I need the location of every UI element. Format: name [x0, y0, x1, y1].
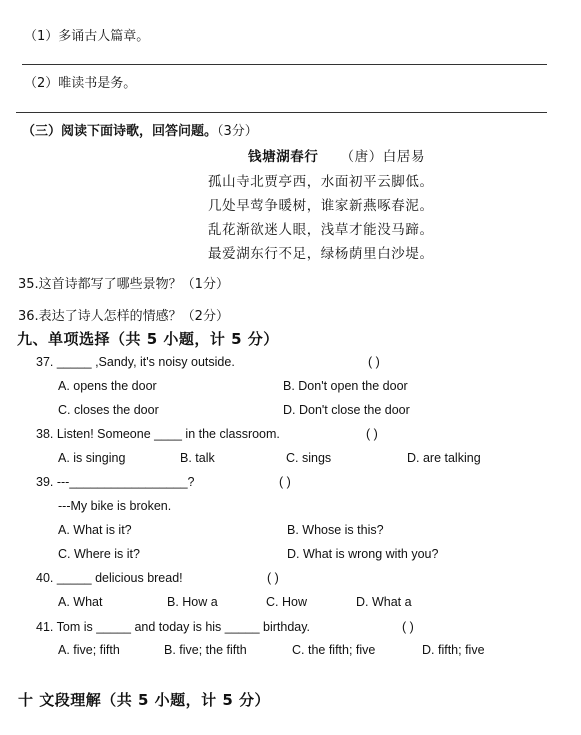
question-39-reply: ---My bike is broken.: [58, 499, 172, 513]
question-38-option-a: A. is singing: [58, 451, 126, 465]
question-40-option-a: A. What: [58, 595, 103, 609]
question-38-stem: 38. Listen! Someone ____ in the classroom.: [36, 427, 280, 441]
question-41-stem: 41. Tom is _____ and today is his _____ birthday.: [36, 620, 311, 634]
section-9-heading: 九、单项选择（共 5 小题，计 5 分）: [17, 330, 279, 348]
question-38-option-c: C. sings: [286, 451, 332, 465]
section-3-score: （3分）: [217, 124, 258, 139]
poem-line-4: 最爱湖东行不足，绿杨荫里白沙堤。: [208, 246, 434, 262]
question-41-option-c: C. the fifth; five: [292, 643, 376, 657]
sub-item-2: （2）唯读书是务。: [24, 76, 137, 91]
section-3-heading: [22, 120, 258, 139]
question-37-option-a: A. opens the door: [58, 379, 157, 393]
poem-heading: [248, 145, 425, 165]
question-39-option-d: D. What is wrong with you?: [287, 547, 439, 561]
question-40-option-b: B. How a: [167, 595, 218, 609]
question-38-option-d: D. are talking: [407, 451, 481, 465]
question-40-option-c: C. How: [266, 595, 307, 609]
question-35: 35.这首诗都写了哪些景物？（1分）: [18, 277, 229, 292]
answer-line-1: [22, 64, 547, 65]
question-38-bracket: ( ): [366, 427, 378, 441]
sub-item-1: （1）多诵古人篇章。: [24, 29, 150, 44]
question-40-stem: 40. _____ delicious bread!: [36, 571, 183, 585]
poem-line-2: 几处早莺争暖树，谁家新燕啄春泥。: [208, 198, 434, 214]
question-39-option-b: B. Whose is this?: [287, 523, 384, 537]
poem-line-3: 乱花渐欲迷人眼，浅草才能没马蹄。: [208, 222, 434, 238]
question-39-stem: 39. ---_________________?: [36, 475, 195, 489]
answer-line-2: [16, 112, 547, 113]
section-10-heading: 十 文段理解（共 5 小题，计 5 分）: [18, 691, 270, 709]
question-41-option-a: A. five; fifth: [58, 643, 120, 657]
question-37-option-b: B. Don't open the door: [283, 379, 408, 393]
question-37-bracket: ( ): [368, 355, 380, 369]
question-41-option-b: B. five; the fifth: [164, 643, 247, 657]
question-40-bracket: ( ): [267, 571, 279, 585]
question-40-option-d: D. What a: [356, 595, 412, 609]
question-37-option-c: C. closes the door: [58, 403, 159, 417]
question-38-option-b: B. talk: [180, 451, 215, 465]
question-41-option-d: D. fifth; five: [422, 643, 485, 657]
section-3-label: （三）阅读下面诗歌，回答问题。: [22, 124, 218, 139]
question-37-stem: 37. _____ ,Sandy, it's noisy outside.: [36, 355, 235, 369]
poem-author: （唐）白居易: [340, 149, 426, 165]
question-39-bracket: ( ): [279, 475, 291, 489]
poem-line-1: 孤山寺北贾亭西，水面初平云脚低。: [208, 174, 434, 190]
question-39-option-a: A. What is it?: [58, 523, 132, 537]
question-39-option-c: C. Where is it?: [58, 547, 140, 561]
poem-title: 钱塘湖春行: [248, 149, 319, 165]
question-36: 36.表达了诗人怎样的情感？（2分）: [18, 309, 229, 324]
question-37-option-d: D. Don't close the door: [283, 403, 410, 417]
question-41-bracket: ( ): [402, 620, 414, 634]
